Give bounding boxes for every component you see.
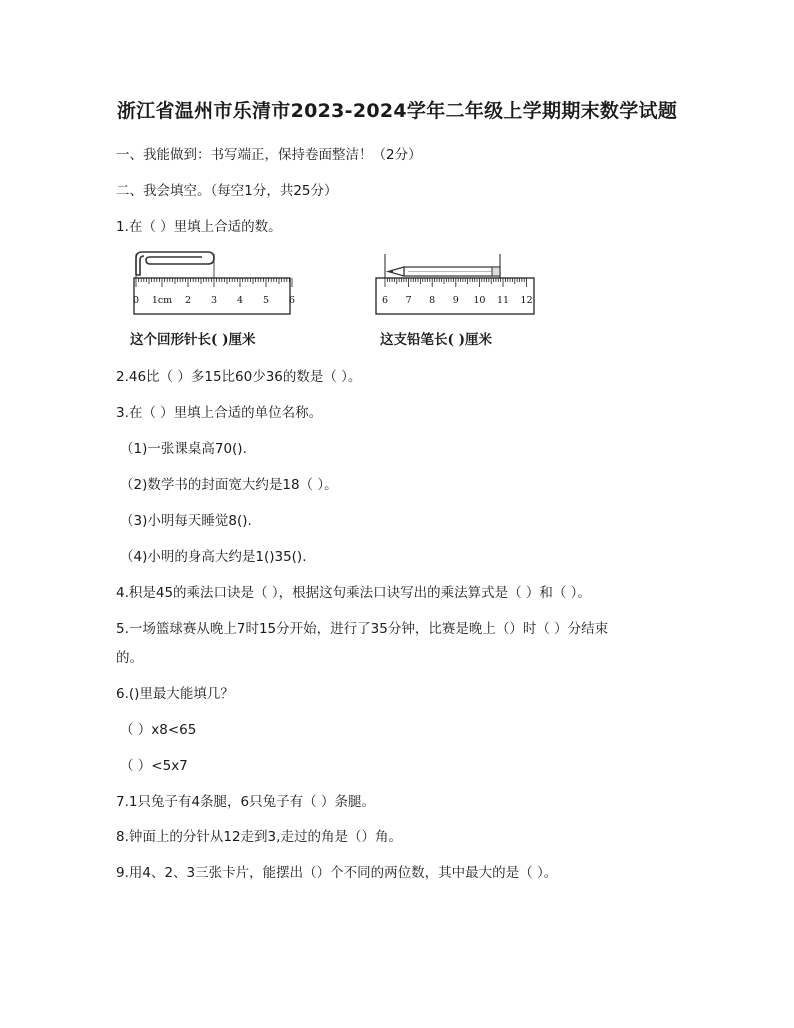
left-ruler-label: 2 [184,295,192,306]
question-3-item-1: （1)一张课桌高70(). [120,441,247,457]
right-ruler-label: 8 [429,295,436,306]
pencil-ruler-figure [374,248,538,324]
right-ruler-label: 10 [473,295,486,306]
pencil-icon [388,267,500,276]
paperclip-ruler-figure [126,248,298,324]
right-ruler-label: 6 [381,295,389,306]
question-7: 7.1只兔子有4条腿，6只兔子有（ ）条腿。 [116,794,375,810]
pencil-caption: 这支铅笔长( )厘米 [380,332,492,348]
right-ruler-label: 11 [496,295,510,306]
right-ruler-label: 7 [405,295,412,306]
page-title: 浙江省温州市乐清市2023-2024学年二年级上学期期末数学试题 [116,100,678,122]
question-5-line-1: 5.一场篮球赛从晚上7时15分开始，进行了35分钟，比赛是晚上（）时（ ）分结束 [116,621,609,637]
left-ruler-label: 5 [262,295,270,306]
question-8: 8.钟面上的分针从12走到3,走过的角是（）角。 [116,829,402,845]
question-5-line-2: 的。 [116,650,143,666]
section-2-heading: 二、我会填空。（每空1分，共25分） [116,183,338,199]
left-ruler-label: 4 [236,295,244,306]
question-6-item-2: （ ）<5x7 [120,758,188,774]
question-3: 3.在（ ）里填上合适的单位名称。 [116,405,323,421]
left-ruler-label: 3 [210,295,218,306]
question-6-item-1: （ ）x8<65 [120,722,197,738]
paperclip-caption: 这个回形针长( )厘米 [130,332,256,348]
question-3-item-2: （2)数学书的封面宽大约是18（ ）。 [120,477,338,493]
left-ruler-label: 6 [288,295,296,306]
question-2: 2.46比（ ）多15比60少36的数是（ ）。 [116,369,362,385]
left-ruler-label: 1cm [151,295,173,306]
question-6: 6.()里最大能填几？ [116,686,234,702]
right-ruler-label: 12 [520,295,533,306]
section-1-heading: 一、我能做到：书写端正，保持卷面整洁！（2分） [116,147,422,163]
question-4: 4.积是45的乘法口诀是（ ），根据这句乘法口诀写出的乘法算式是（ ）和（ ）。 [116,585,591,601]
question-3-item-4: （4)小明的身高大约是1()35(). [120,549,307,565]
question-1: 1.在（ ）里填上合适的数。 [116,219,282,235]
paperclip-icon [136,252,214,275]
question-9: 9.用4、2、3三张卡片，能摆出（）个不同的两位数，其中最大的是（ ）。 [116,865,558,881]
question-3-item-3: （3)小明每天睡觉8(). [120,513,252,529]
left-ruler-label: 0 [132,295,140,306]
right-ruler-label: 9 [452,295,459,306]
